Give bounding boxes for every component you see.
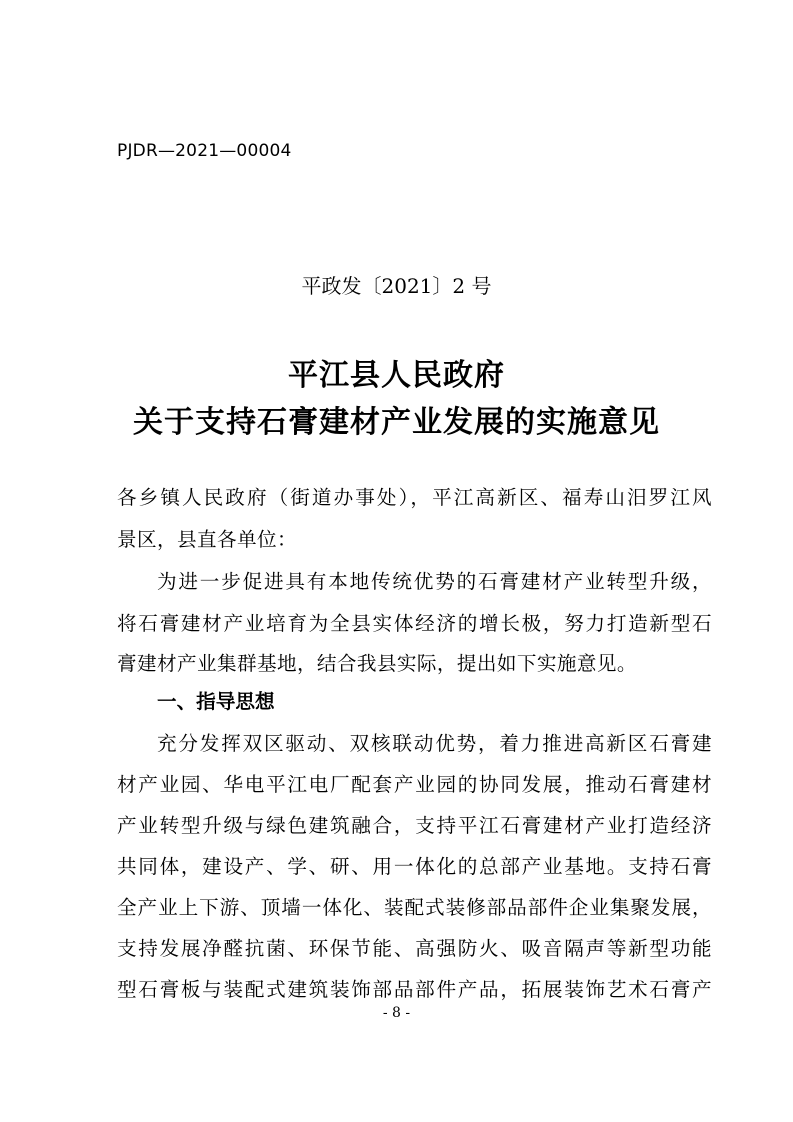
page-number: - 8 - (382, 1005, 411, 1021)
title-subject: 关于支持石膏建材产业发展的实施意见 (133, 405, 660, 440)
intro-line: 为进一步促进具有本地传统优势的石膏建材产业转型升级， (157, 570, 712, 593)
addressee-line: 各乡镇人民政府（街道办事处），平江高新区、福寿山汨罗江风 (117, 486, 712, 509)
addressee-line: 景区，县直各单位： (117, 528, 297, 551)
title-issuer: 平江县人民政府 (288, 358, 505, 393)
body-line: 材产业园、华电平江电厂配套产业园的协同发展，推动石膏建材 (117, 773, 712, 796)
intro-line: 膏建材产业集群基地，结合我县实际，提出如下实施意见。 (117, 652, 637, 675)
body-line: 产业转型升级与绿色建筑融合，支持平江石膏建材产业打造经济 (117, 814, 712, 837)
body-line: 全产业上下游、顶墙一体化、装配式装修部品部件企业集聚发展， (117, 896, 712, 919)
body-line: 充分发挥双区驱动、双核联动优势，着力推进高新区石膏建 (157, 732, 712, 755)
body-line: 型石膏板与装配式建筑装饰部品部件产品，拓展装饰艺术石膏产 (117, 978, 712, 1001)
section-heading: 一、指导思想 (157, 690, 275, 713)
body-line: 共同体，建设产、学、研、用一体化的总部产业基地。支持石膏 (117, 855, 712, 878)
document-number: 平政发〔2021〕2 号 (301, 274, 492, 298)
body-line: 支持发展净醛抗菌、环保节能、高强防火、吸音隔声等新型功能 (117, 937, 712, 960)
intro-line: 将石膏建材产业培育为全县实体经济的增长极，努力打造新型石 (117, 612, 712, 635)
document-code: PJDR—2021—00004 (117, 141, 292, 161)
